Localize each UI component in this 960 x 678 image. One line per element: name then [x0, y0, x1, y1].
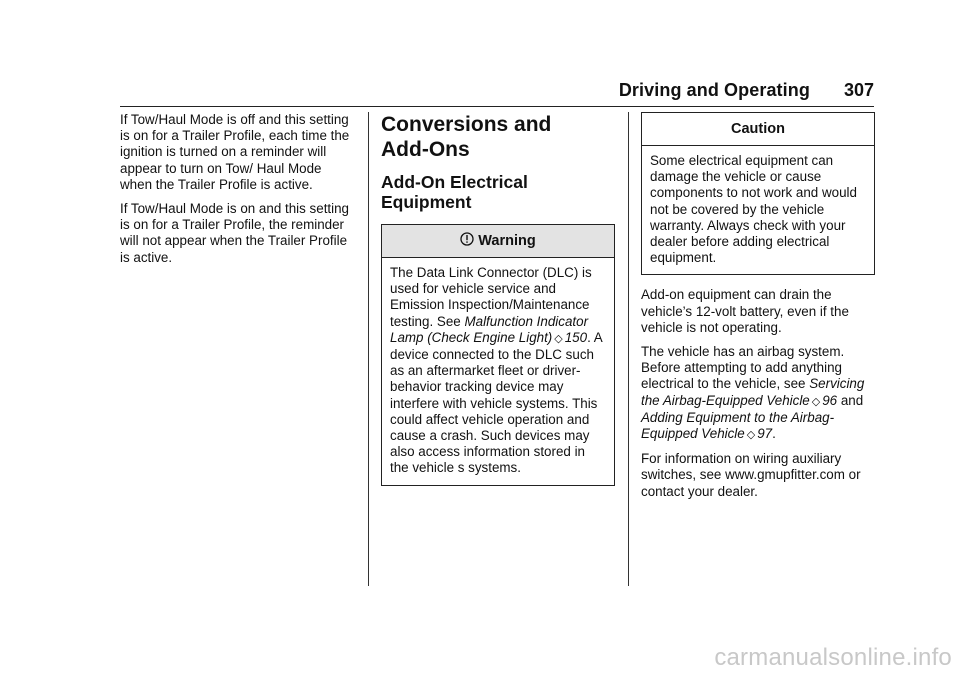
- section-title: Driving and Operating: [618, 80, 810, 100]
- warning-title: Warning: [478, 232, 536, 249]
- heading-line: Add-Ons: [381, 138, 470, 161]
- reference-title: Malfunction Indicator Lamp (Check Engine Light): [390, 313, 589, 345]
- watermark: carmanualsonline.info: [714, 644, 952, 671]
- reference-title: Servicing the Airbag-Equipped Vehicle: [641, 376, 865, 408]
- warning-text: The Data Link Connector (DLC) is used for vehicle service and Emission Inspection/Maintenance testing. See: [390, 265, 592, 329]
- section-heading: [381, 112, 615, 162]
- page-ref-icon: ◇: [554, 332, 563, 345]
- caution-body: Some electrical equipment can damage the vehicle or cause components to not work and would not be covered by the vehicle warranty. Always check with your dealer before adding electrical equipment.: [650, 153, 857, 266]
- page-header: [619, 80, 874, 106]
- reference-page: 96: [822, 392, 838, 408]
- column-divider: [368, 112, 369, 586]
- paragraph: If Tow/Haul Mode is on and this setting is on for a Trailer Profile, the reminder will not appear when the Trailer Profile is active.: [120, 201, 350, 265]
- paragraph-text: The vehicle has an airbag system. Before attempting to add anything electrical to the vehicle, see: [641, 344, 845, 392]
- subsection-heading: [381, 172, 615, 212]
- column-right: [641, 112, 875, 508]
- header-rule: [120, 106, 874, 107]
- page-reference-link[interactable]: [641, 410, 834, 441]
- paragraph-text: .: [772, 426, 776, 442]
- column-divider: [628, 112, 629, 586]
- reference-page: 150: [564, 329, 588, 345]
- paragraph: For information on wiring auxiliary switches, see www.gmupfitter.com or contact your dealer.: [641, 451, 861, 499]
- caution-box: [641, 112, 875, 275]
- caution-header: [642, 113, 874, 146]
- warning-text: . A device connected to the DLC such as an aftermarket fleet or driver-behavior tracking device may interfere with vehicle systems. This could affect vehicle operation and cause a crash. Such devices may also access information stored in the vehicle s systems.: [390, 329, 602, 476]
- warning-icon: [460, 232, 474, 250]
- column-middle: [381, 112, 615, 486]
- warning-body: [382, 258, 614, 485]
- paragraph: If Tow/Haul Mode is off and this setting is on for a Trailer Profile, each time the ignition is turned on a reminder will appear to turn on Tow/ Haul Mode when the Trailer Profile is active.: [120, 112, 350, 192]
- warning-box: [381, 224, 615, 486]
- heading-line: Conversions and: [381, 113, 552, 136]
- column-left: [120, 112, 352, 274]
- reference-page: 97: [757, 426, 773, 442]
- warning-header: [382, 225, 614, 258]
- page-number: 307: [843, 80, 874, 100]
- heading-line: Add-On Electrical: [381, 172, 528, 192]
- caution-title: Caution: [731, 120, 785, 137]
- page-ref-icon: ◇: [811, 395, 821, 408]
- paragraph: Add-on equipment can drain the vehicle’s 12-volt battery, even if the vehicle is not operating.: [641, 287, 849, 335]
- paragraph: [641, 344, 875, 443]
- reference-title: Adding Equipment to the Airbag-Equipped Vehicle: [641, 409, 835, 442]
- page-ref-icon: ◇: [746, 429, 756, 442]
- paragraph-text: and: [840, 392, 864, 408]
- heading-line: Equipment: [381, 192, 472, 212]
